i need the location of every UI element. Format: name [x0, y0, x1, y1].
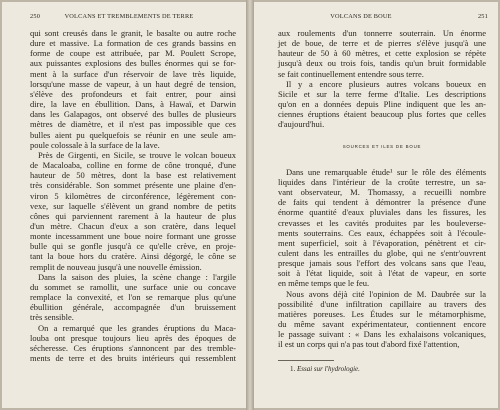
right-text-block-top: [278, 28, 486, 130]
right-page-header: [254, 13, 498, 23]
left-page-header: [2, 13, 246, 23]
footnote: [278, 365, 486, 374]
text-line: ciennes éruptions étaient beaucoup plus fortes que celles: [278, 109, 486, 120]
text-line: ments de terre et des bruits intérieurs qui ressemblent: [30, 353, 236, 363]
footnote-separator: [278, 360, 334, 361]
text-line: bulles aient pu quelquefois se réunir en une seule am-: [30, 129, 236, 140]
text-line: se fait continuellement entendre sous terre.: [278, 68, 424, 79]
text-line: ment à la surface d'un réservoir de lave très liquide,: [30, 68, 236, 79]
text-line: aux puissantes explosions des bulles énormes qui se for-: [30, 58, 236, 69]
text-line: ébullition générale, accompagnée d'un bruissement: [30, 302, 236, 313]
text-line: de faits qui tendent à démontrer la présence d'une: [278, 197, 486, 208]
text-line: hauteur de 50 mètres, dont la base est relativement: [30, 170, 236, 181]
text-line: dure et massive. La formation de ces grands bassins en: [30, 38, 236, 49]
text-line: de Macaloaba, colline en forme de cône tronqué, d'une: [30, 160, 236, 171]
left-page-body: [30, 28, 236, 363]
text-line: vexe, sur laquelle s'élèvent un grand nombre de petits: [30, 200, 236, 211]
text-line: Près de Girgenti, en Sicile, se trouve le volcan boueux: [38, 149, 236, 160]
section-heading: SOURCES ET ILES DE BOUE: [342, 143, 422, 149]
text-line: remplace la convexité, et l'on se remarque plus qu'une: [30, 292, 236, 303]
text-line: forme de coupe est attribuée, par M. Poulett Scrope,: [30, 48, 236, 59]
text-line: tant la boue hors du cratère. Ainsi dégorgé, le cône se: [30, 251, 236, 262]
text-line: en même temps que le feu.: [278, 278, 370, 289]
text-line: dans les Galapagos, ont observé des bulles de plusieurs: [30, 109, 236, 120]
text-line: du même savant expérimentateur, contiennent encore: [278, 319, 486, 330]
text-line: qu'on en a données depuis Pline indiquent que les an-: [278, 99, 486, 110]
text-line: dire, la lave en ébullition. Dans, à Hawaï, et Darwin: [30, 99, 236, 110]
text-line: il est un corps qui n'a pas tout d'abord fixé l'attention,: [278, 339, 460, 350]
text-line: jet de boue, de terre et de pierres s'élève jusqu'à une: [278, 38, 486, 49]
text-line: d'un mètre. Chacun d'eux a son cratère, dans lequel: [30, 220, 236, 231]
text-line: hauteur de 50 à 60 mètres, et cette explosion se répète: [278, 48, 486, 59]
text-line: ments souterrains. Ces eaux, échappées soit à l'écoule-: [278, 227, 486, 238]
text-line: monte incessamment une boue noire formant une grosse: [30, 231, 236, 242]
right-text-block-bottom: [278, 167, 486, 350]
text-line: Nous avons déjà cité l'opinion de M. Daubrée sur la: [286, 288, 486, 299]
right-running-title: VOLCANS DE BOUE: [330, 13, 392, 20]
text-line: lorsqu'une masse de vapeur, à un haut degré de tension,: [30, 78, 236, 89]
text-line: d'aujourd'hui.: [278, 119, 325, 130]
text-line: ment superficiel, soit à l'évaporation, pénètrent et cir-: [278, 237, 486, 248]
text-line: très sensible.: [30, 312, 74, 323]
book-gutter: [246, 0, 254, 410]
text-line: crevasses et les cavités produites par les bouleverse-: [278, 217, 486, 228]
left-page: [2, 2, 246, 408]
left-running-title: VOLCANS ET TREMBLEMENTS DE TERRE: [64, 13, 194, 20]
text-line: louba ont presque toujours lieu après des époques de: [30, 332, 236, 343]
text-line: le passage suivant : « Dans les exhalaisons volcaniques,: [278, 329, 486, 340]
text-line: du sommet se ramollit, une surface unie ou concave: [30, 281, 236, 292]
text-line: vant observateur, M. Thomassy, a recueilli nombre: [278, 187, 486, 198]
text-line: jusqu'à deux ou trois fois, tandis qu'un bruit formidable: [278, 58, 486, 69]
text-line: possibilité d'une infiltration capillaire au travers des: [278, 298, 486, 309]
text-line: qui sont creusés dans le granit, le basalte ou autre roche: [30, 28, 236, 38]
right-page: [254, 2, 498, 408]
text-line: poule colossale à la surface de la lave.: [30, 139, 160, 150]
text-line: culent dans les entrailles du globe, qui ne s'entr'ouvrent: [278, 247, 486, 258]
text-line: Dans la saison des pluies, la scène change : l'argile: [38, 271, 236, 282]
right-page-body: [278, 28, 486, 374]
footnote-text: Essai sur l'hydrologie.: [297, 364, 360, 373]
text-line: bulle qui se gonfle jusqu'à ce qu'elle crève, en proje-: [30, 241, 236, 252]
text-line: matières poreuses. Les Études sur le métamorphisme,: [278, 308, 486, 319]
text-line: sécheresse. Ces éruptions s'annoncent par des tremble-: [30, 342, 236, 353]
text-line: liquides dans l'intérieur de la croûte terrestre, un sa-: [278, 176, 486, 187]
text-line: aux roulements d'un tonnerre souterrain. Un énorme: [278, 28, 486, 38]
text-line: énorme quantité d'eaux pluviales dans les fissures, les: [278, 207, 486, 218]
footnote-number: 1.: [290, 364, 296, 373]
text-line: viron 5 kilomètres de circonférence, légèrement con-: [30, 190, 236, 201]
text-line: cônes qui parviennent rarement à la hauteur de plus: [30, 210, 236, 221]
text-line: Sicile et sur la terre ferme d'Italie. Les descriptions: [278, 88, 486, 99]
text-line: Il y a encore plusieurs autres volcans boueux en: [286, 78, 486, 89]
right-page-number: 251: [477, 13, 488, 20]
text-line: presque jamais sous l'effort des volcans sans que l'eau,: [278, 258, 486, 269]
text-line: soit à l'état liquide, soit à l'état de vapeur, en sorte: [278, 268, 486, 279]
text-line: mètres de diamètre, et il n'est pas impossible que ces: [30, 119, 236, 130]
text-line: remplit de nouveau jusqu'à une nouvelle émission.: [30, 261, 202, 272]
text-line: On a remarqué que les grandes éruptions du Maca-: [38, 322, 236, 333]
text-line: s'élève des profondeurs et fait entrer, pour ainsi: [30, 88, 236, 99]
left-page-number: 250: [30, 13, 41, 20]
text-line: très considérable. Son sommet présente une plaine d'en-: [30, 180, 236, 191]
text-line: Dans une remarquable étude¹ sur le rôle des éléments: [286, 166, 486, 177]
